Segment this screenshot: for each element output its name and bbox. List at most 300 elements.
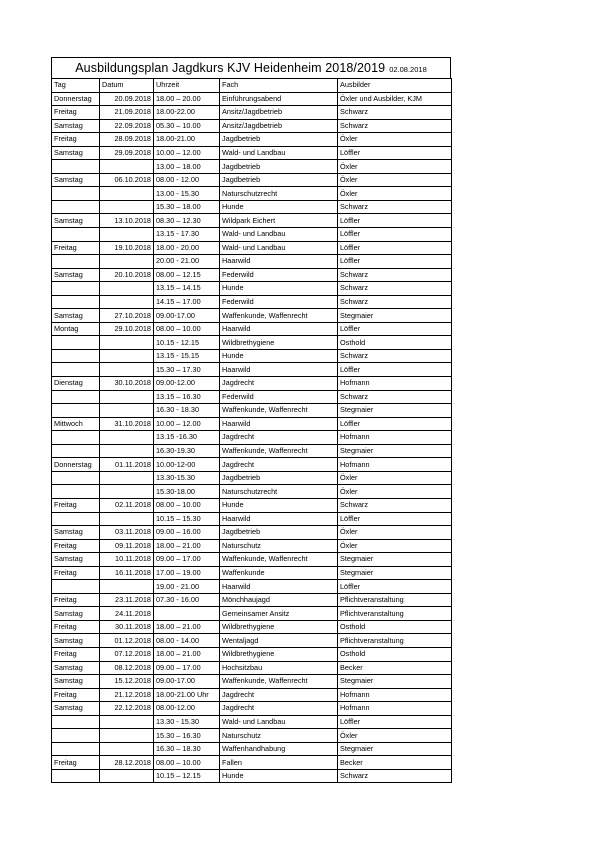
- cell-ausbilder: Osthold: [338, 620, 452, 634]
- cell-ausbilder: Löffler: [338, 228, 452, 242]
- cell-uhrzeit: 18.00 – 20.00: [154, 92, 220, 106]
- cell-fach: Jagdbetrieb: [220, 526, 338, 540]
- table-row: [52, 417, 452, 431]
- cell-ausbilder: Löffler: [338, 255, 452, 269]
- table-row: [52, 146, 452, 160]
- cell-datum: [100, 404, 154, 418]
- cell-ausbilder: Stegmaier: [338, 566, 452, 580]
- table-row: [52, 553, 452, 567]
- cell-fach: Ansitz/Jagdbetrieb: [220, 106, 338, 120]
- table-row: [52, 431, 452, 445]
- cell-uhrzeit: 08.00-12.00: [154, 702, 220, 716]
- cell-fach: Fallen: [220, 756, 338, 770]
- cell-fach: Jagdrecht: [220, 458, 338, 472]
- cell-datum: [100, 282, 154, 296]
- cell-ausbilder: Osthold: [338, 647, 452, 661]
- cell-ausbilder: Löffler: [338, 146, 452, 160]
- table-row: [52, 349, 452, 363]
- cell-fach: Waffenkunde, Waffenrecht: [220, 675, 338, 689]
- cell-tag: [52, 715, 100, 729]
- cell-ausbilder: Pflichtveranstaltung: [338, 593, 452, 607]
- cell-ausbilder: Schwarz: [338, 268, 452, 282]
- table-row: [52, 214, 452, 228]
- cell-datum: 19.10.2018: [100, 241, 154, 255]
- table-row: [52, 404, 452, 418]
- cell-tag: [52, 512, 100, 526]
- cell-datum: 20.10.2018: [100, 268, 154, 282]
- cell-datum: 16.11.2018: [100, 566, 154, 580]
- cell-tag: Freitag: [52, 539, 100, 553]
- cell-datum: 22.09.2018: [100, 119, 154, 133]
- cell-uhrzeit: 16.30 – 18.30: [154, 742, 220, 756]
- cell-tag: [52, 228, 100, 242]
- cell-tag: [52, 255, 100, 269]
- cell-tag: [52, 363, 100, 377]
- cell-uhrzeit: 15.30 – 16.30: [154, 729, 220, 743]
- cell-tag: [52, 336, 100, 350]
- cell-uhrzeit: 08.00 – 10.00: [154, 498, 220, 512]
- cell-fach: Jagdbetrieb: [220, 471, 338, 485]
- cell-tag: Samstag: [52, 268, 100, 282]
- cell-datum: [100, 187, 154, 201]
- cell-fach: Federwild: [220, 390, 338, 404]
- cell-tag: [52, 742, 100, 756]
- cell-uhrzeit: 10.15 – 12.15: [154, 769, 220, 783]
- cell-tag: Samstag: [52, 214, 100, 228]
- cell-uhrzeit: 15.30 – 18.00: [154, 200, 220, 214]
- table-row: [52, 512, 452, 526]
- table-row: [52, 363, 452, 377]
- cell-fach: Hunde: [220, 349, 338, 363]
- cell-ausbilder: Hofmann: [338, 702, 452, 716]
- cell-datum: [100, 512, 154, 526]
- cell-uhrzeit: 15.30-18.00: [154, 485, 220, 499]
- cell-uhrzeit: 08.00 - 12.00: [154, 173, 220, 187]
- cell-tag: Mittwoch: [52, 417, 100, 431]
- table-row: [52, 769, 452, 783]
- cell-fach: Waffenkunde, Waffenrecht: [220, 553, 338, 567]
- cell-ausbilder: Osthold: [338, 336, 452, 350]
- cell-fach: Haarwild: [220, 255, 338, 269]
- cell-ausbilder: Stegmaier: [338, 404, 452, 418]
- cell-tag: Samstag: [52, 553, 100, 567]
- cell-fach: Wald- und Landbau: [220, 715, 338, 729]
- cell-ausbilder: Löffler: [338, 322, 452, 336]
- cell-datum: [100, 729, 154, 743]
- table-row: [52, 607, 452, 621]
- cell-ausbilder: Öxler und Ausbilder, KJM: [338, 92, 452, 106]
- cell-ausbilder: Becker: [338, 756, 452, 770]
- cell-ausbilder: Schwarz: [338, 349, 452, 363]
- schedule-document: [51, 57, 451, 783]
- table-row: [52, 133, 452, 147]
- cell-tag: Freitag: [52, 688, 100, 702]
- cell-ausbilder: Schwarz: [338, 769, 452, 783]
- cell-uhrzeit: 19.00 - 21.00: [154, 580, 220, 594]
- cell-fach: Gemeinsamer Ansitz: [220, 607, 338, 621]
- cell-datum: 29.09.2018: [100, 146, 154, 160]
- cell-tag: [52, 444, 100, 458]
- cell-datum: 22.12.2018: [100, 702, 154, 716]
- cell-fach: Jagdbetrieb: [220, 133, 338, 147]
- cell-ausbilder: Öxler: [338, 471, 452, 485]
- cell-ausbilder: Öxler: [338, 173, 452, 187]
- cell-fach: Einführungsabend: [220, 92, 338, 106]
- cell-fach: Wald- und Landbau: [220, 228, 338, 242]
- cell-datum: 01.11.2018: [100, 458, 154, 472]
- cell-ausbilder: Schwarz: [338, 295, 452, 309]
- cell-fach: Hunde: [220, 282, 338, 296]
- cell-uhrzeit: 13.00 – 18.00: [154, 160, 220, 174]
- cell-ausbilder: Schwarz: [338, 390, 452, 404]
- cell-ausbilder: Löffler: [338, 214, 452, 228]
- cell-datum: 30.11.2018: [100, 620, 154, 634]
- table-row: [52, 309, 452, 323]
- cell-datum: [100, 200, 154, 214]
- cell-ausbilder: Löffler: [338, 715, 452, 729]
- cell-uhrzeit: 16.30-19.30: [154, 444, 220, 458]
- column-header-datum: Datum: [100, 79, 154, 93]
- schedule-body: [52, 92, 452, 783]
- cell-ausbilder: Stegmaier: [338, 742, 452, 756]
- cell-datum: 13.10.2018: [100, 214, 154, 228]
- cell-datum: [100, 390, 154, 404]
- column-header-ausbilder: Ausbilder: [338, 79, 452, 93]
- cell-fach: Jagdrecht: [220, 431, 338, 445]
- cell-fach: Haarwild: [220, 417, 338, 431]
- cell-uhrzeit: 09.00 – 17.00: [154, 661, 220, 675]
- table-row: [52, 526, 452, 540]
- table-row: [52, 742, 452, 756]
- cell-fach: Jagdrecht: [220, 377, 338, 391]
- cell-datum: [100, 228, 154, 242]
- cell-fach: Federwild: [220, 295, 338, 309]
- cell-tag: Samstag: [52, 526, 100, 540]
- cell-fach: Jagdrecht: [220, 702, 338, 716]
- cell-tag: [52, 431, 100, 445]
- cell-ausbilder: Löffler: [338, 417, 452, 431]
- cell-datum: 27.10.2018: [100, 309, 154, 323]
- cell-datum: [100, 336, 154, 350]
- cell-tag: Freitag: [52, 756, 100, 770]
- cell-uhrzeit: [154, 607, 220, 621]
- cell-uhrzeit: 08.00 – 12.15: [154, 268, 220, 282]
- table-row: [52, 634, 452, 648]
- cell-datum: 07.12.2018: [100, 647, 154, 661]
- table-row: [52, 295, 452, 309]
- cell-tag: Samstag: [52, 119, 100, 133]
- cell-uhrzeit: 08.00 – 10.00: [154, 322, 220, 336]
- table-row: [52, 282, 452, 296]
- cell-ausbilder: Schwarz: [338, 119, 452, 133]
- cell-tag: [52, 295, 100, 309]
- cell-tag: Freitag: [52, 498, 100, 512]
- cell-datum: [100, 160, 154, 174]
- cell-ausbilder: Stegmaier: [338, 675, 452, 689]
- cell-uhrzeit: 18.00 - 20.00: [154, 241, 220, 255]
- table-row: [52, 173, 452, 187]
- cell-fach: Naturschutzrecht: [220, 187, 338, 201]
- cell-datum: [100, 255, 154, 269]
- cell-datum: [100, 471, 154, 485]
- cell-datum: [100, 349, 154, 363]
- cell-tag: Dienstag: [52, 377, 100, 391]
- cell-datum: [100, 715, 154, 729]
- table-row: [52, 241, 452, 255]
- table-row: [52, 593, 452, 607]
- cell-uhrzeit: 10.15 - 12.15: [154, 336, 220, 350]
- cell-datum: 01.12.2018: [100, 634, 154, 648]
- cell-datum: 30.10.2018: [100, 377, 154, 391]
- table-header-row: [52, 79, 452, 93]
- cell-datum: 10.11.2018: [100, 553, 154, 567]
- table-row: [52, 92, 452, 106]
- cell-fach: Wildbrethygiene: [220, 336, 338, 350]
- cell-fach: Wentaljagd: [220, 634, 338, 648]
- cell-tag: Samstag: [52, 309, 100, 323]
- cell-datum: [100, 431, 154, 445]
- table-row: [52, 106, 452, 120]
- cell-uhrzeit: 08.00 - 14.00: [154, 634, 220, 648]
- cell-uhrzeit: 09.00-17.00: [154, 675, 220, 689]
- table-row: [52, 566, 452, 580]
- cell-datum: [100, 295, 154, 309]
- cell-ausbilder: Öxler: [338, 160, 452, 174]
- cell-tag: [52, 349, 100, 363]
- cell-fach: Wald- und Landbau: [220, 146, 338, 160]
- cell-uhrzeit: 10.00 – 12.00: [154, 417, 220, 431]
- table-row: [52, 255, 452, 269]
- title-row: [51, 57, 451, 78]
- table-row: [52, 471, 452, 485]
- cell-tag: Donnerstag: [52, 92, 100, 106]
- cell-tag: Donnerstag: [52, 458, 100, 472]
- cell-fach: Haarwild: [220, 512, 338, 526]
- schedule-table: [51, 78, 452, 783]
- cell-tag: Freitag: [52, 106, 100, 120]
- cell-tag: [52, 282, 100, 296]
- cell-fach: Ansitz/Jagdbetrieb: [220, 119, 338, 133]
- cell-uhrzeit: 08.30 – 12.30: [154, 214, 220, 228]
- cell-ausbilder: Hofmann: [338, 431, 452, 445]
- cell-uhrzeit: 14.15 – 17.00: [154, 295, 220, 309]
- cell-ausbilder: Löffler: [338, 580, 452, 594]
- cell-ausbilder: Schwarz: [338, 106, 452, 120]
- column-header-uhrzeit: Uhrzeit: [154, 79, 220, 93]
- cell-tag: [52, 769, 100, 783]
- cell-datum: 24.11.2018: [100, 607, 154, 621]
- cell-datum: 31.10.2018: [100, 417, 154, 431]
- cell-datum: 08.12.2018: [100, 661, 154, 675]
- table-row: [52, 620, 452, 634]
- table-row: [52, 729, 452, 743]
- cell-tag: Samstag: [52, 702, 100, 716]
- table-row: [52, 458, 452, 472]
- title-date: 02.08.2018: [389, 64, 427, 74]
- cell-fach: Hunde: [220, 498, 338, 512]
- cell-tag: Freitag: [52, 133, 100, 147]
- cell-ausbilder: Schwarz: [338, 282, 452, 296]
- cell-datum: 20.09.2018: [100, 92, 154, 106]
- cell-tag: Freitag: [52, 647, 100, 661]
- cell-ausbilder: Schwarz: [338, 498, 452, 512]
- cell-tag: Samstag: [52, 661, 100, 675]
- cell-uhrzeit: 05.30 – 10.00: [154, 119, 220, 133]
- cell-uhrzeit: 09.00-12.00: [154, 377, 220, 391]
- cell-uhrzeit: 09.00 – 17.00: [154, 553, 220, 567]
- table-row: [52, 702, 452, 716]
- cell-fach: Waffenkunde, Waffenrecht: [220, 444, 338, 458]
- cell-uhrzeit: 18.00-21.00: [154, 133, 220, 147]
- cell-ausbilder: Becker: [338, 661, 452, 675]
- table-row: [52, 444, 452, 458]
- cell-fach: Waffenkunde, Waffenrecht: [220, 309, 338, 323]
- cell-ausbilder: Öxler: [338, 133, 452, 147]
- cell-uhrzeit: 13.15 -16.30: [154, 431, 220, 445]
- cell-uhrzeit: 15.30 – 17.30: [154, 363, 220, 377]
- table-row: [52, 661, 452, 675]
- cell-tag: [52, 404, 100, 418]
- cell-uhrzeit: 13.00 - 15.30: [154, 187, 220, 201]
- cell-uhrzeit: 10.00-12-00: [154, 458, 220, 472]
- cell-datum: 28.12.2018: [100, 756, 154, 770]
- cell-tag: Freitag: [52, 566, 100, 580]
- cell-ausbilder: Hofmann: [338, 688, 452, 702]
- table-row: [52, 485, 452, 499]
- cell-datum: [100, 580, 154, 594]
- cell-tag: Freitag: [52, 620, 100, 634]
- cell-tag: [52, 390, 100, 404]
- cell-uhrzeit: 13.30 - 15.30: [154, 715, 220, 729]
- table-row: [52, 688, 452, 702]
- cell-tag: Samstag: [52, 146, 100, 160]
- table-row: [52, 675, 452, 689]
- cell-fach: Haarwild: [220, 580, 338, 594]
- cell-uhrzeit: 16.30 - 18.30: [154, 404, 220, 418]
- cell-datum: 06.10.2018: [100, 173, 154, 187]
- cell-fach: Naturschutz: [220, 539, 338, 553]
- cell-datum: 02.11.2018: [100, 498, 154, 512]
- cell-fach: Haarwild: [220, 363, 338, 377]
- cell-ausbilder: Löffler: [338, 363, 452, 377]
- column-header-fach: Fach: [220, 79, 338, 93]
- table-row: [52, 187, 452, 201]
- cell-fach: Waffenkunde, Waffenrecht: [220, 404, 338, 418]
- cell-fach: Federwild: [220, 268, 338, 282]
- cell-datum: 28.09.2018: [100, 133, 154, 147]
- cell-ausbilder: Öxler: [338, 485, 452, 499]
- table-row: [52, 715, 452, 729]
- cell-datum: 15.12.2018: [100, 675, 154, 689]
- cell-fach: Waffenhandhabung: [220, 742, 338, 756]
- cell-uhrzeit: 18.00 – 21.00: [154, 620, 220, 634]
- cell-ausbilder: Öxler: [338, 526, 452, 540]
- cell-fach: Naturschutz: [220, 729, 338, 743]
- cell-datum: 21.09.2018: [100, 106, 154, 120]
- cell-ausbilder: Öxler: [338, 729, 452, 743]
- cell-tag: Samstag: [52, 675, 100, 689]
- cell-uhrzeit: 13.15 - 17.30: [154, 228, 220, 242]
- column-header-tag: Tag: [52, 79, 100, 93]
- cell-ausbilder: Stegmaier: [338, 309, 452, 323]
- cell-ausbilder: Löffler: [338, 241, 452, 255]
- cell-tag: Samstag: [52, 607, 100, 621]
- cell-ausbilder: Pflichtveranstaltung: [338, 607, 452, 621]
- cell-fach: Hunde: [220, 200, 338, 214]
- cell-ausbilder: Hofmann: [338, 377, 452, 391]
- cell-uhrzeit: 18.00 – 21.00: [154, 539, 220, 553]
- cell-ausbilder: Stegmaier: [338, 444, 452, 458]
- cell-fach: Hochsitzbau: [220, 661, 338, 675]
- cell-fach: Hunde: [220, 769, 338, 783]
- cell-tag: Montag: [52, 322, 100, 336]
- cell-tag: [52, 200, 100, 214]
- cell-uhrzeit: 13.15 – 16.30: [154, 390, 220, 404]
- cell-datum: 29.10.2018: [100, 322, 154, 336]
- cell-datum: [100, 769, 154, 783]
- cell-datum: 21.12.2018: [100, 688, 154, 702]
- table-row: [52, 322, 452, 336]
- cell-fach: Waffenkunde: [220, 566, 338, 580]
- cell-fach: Wald- und Landbau: [220, 241, 338, 255]
- cell-uhrzeit: 10.00 – 12.00: [154, 146, 220, 160]
- table-row: [52, 160, 452, 174]
- cell-uhrzeit: 18.00-21.00 Uhr: [154, 688, 220, 702]
- cell-tag: [52, 580, 100, 594]
- cell-fach: Mönchhaujagd: [220, 593, 338, 607]
- cell-ausbilder: Hofmann: [338, 458, 452, 472]
- cell-tag: Freitag: [52, 593, 100, 607]
- cell-uhrzeit: 09.00 – 16.00: [154, 526, 220, 540]
- cell-fach: Jagdrecht: [220, 688, 338, 702]
- cell-fach: Haarwild: [220, 322, 338, 336]
- cell-datum: [100, 444, 154, 458]
- cell-tag: Samstag: [52, 634, 100, 648]
- cell-uhrzeit: 13.15 - 15.15: [154, 349, 220, 363]
- cell-datum: 09.11.2018: [100, 539, 154, 553]
- table-row: [52, 119, 452, 133]
- cell-tag: [52, 187, 100, 201]
- table-row: [52, 756, 452, 770]
- cell-datum: [100, 485, 154, 499]
- cell-ausbilder: Löffler: [338, 512, 452, 526]
- cell-uhrzeit: 13.30-15.30: [154, 471, 220, 485]
- table-row: [52, 498, 452, 512]
- cell-tag: Samstag: [52, 173, 100, 187]
- table-row: [52, 390, 452, 404]
- table-row: [52, 228, 452, 242]
- table-row: [52, 377, 452, 391]
- cell-ausbilder: Öxler: [338, 539, 452, 553]
- table-row: [52, 336, 452, 350]
- cell-fach: Jagdbetrieb: [220, 160, 338, 174]
- cell-uhrzeit: 18.00 – 21.00: [154, 647, 220, 661]
- cell-datum: [100, 742, 154, 756]
- cell-tag: [52, 485, 100, 499]
- cell-tag: [52, 729, 100, 743]
- table-row: [52, 539, 452, 553]
- table-row: [52, 647, 452, 661]
- cell-tag: Freitag: [52, 241, 100, 255]
- page-title: Ausbildungsplan Jagdkurs KJV Heidenheim 2018/2019: [75, 61, 386, 75]
- cell-tag: [52, 160, 100, 174]
- cell-uhrzeit: 13.15 – 14.15: [154, 282, 220, 296]
- cell-uhrzeit: 20.00 - 21.00: [154, 255, 220, 269]
- cell-ausbilder: Pflichtveranstaltung: [338, 634, 452, 648]
- cell-uhrzeit: 17.00 – 19.00: [154, 566, 220, 580]
- cell-fach: Wildpark Eichert: [220, 214, 338, 228]
- cell-uhrzeit: 07.30 - 16.00: [154, 593, 220, 607]
